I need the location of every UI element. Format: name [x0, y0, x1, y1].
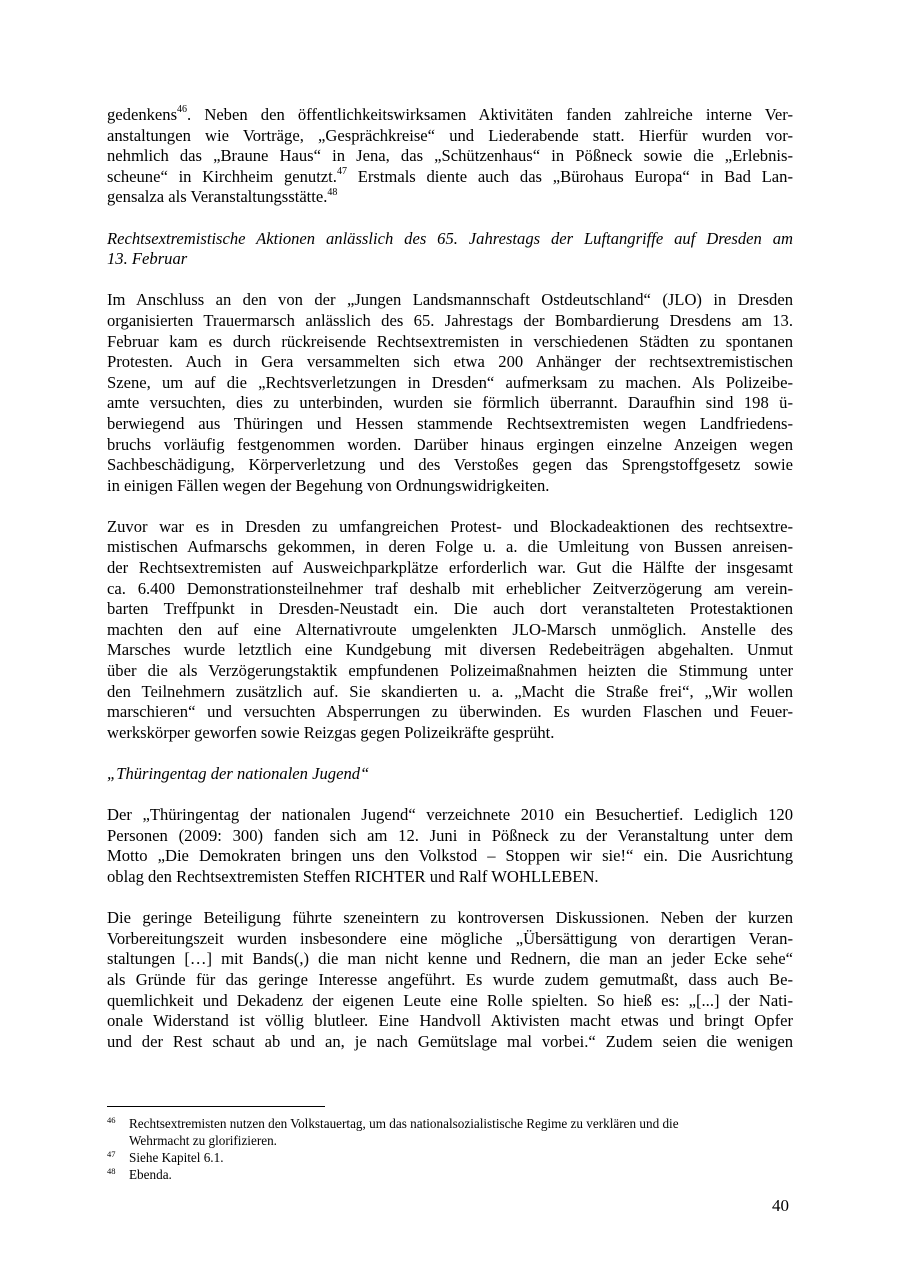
text-line: Szene, um auf die „Rechtsverletzungen in Dresden“ aufmerksam zu machen. Als Polizeibe-: [107, 372, 793, 392]
footnote-text: Wehrmacht zu glorifizieren.: [129, 1133, 277, 1148]
text-line: berwiegend aus Thüringen und Hessen stammende Rechtsextremisten wegen Landfriedens-: [107, 413, 793, 433]
page-number: 40: [772, 1196, 789, 1215]
footnote-48: [107, 1166, 793, 1183]
heading-line: „Thüringentag der nationalen Jugend“: [107, 764, 370, 783]
text-line: und der Rest schaut ab und an, je nach Gemütslage mal vorbei.“ Zudem seien die wenigen: [107, 1031, 793, 1051]
footnote-ref[interactable]: 48: [327, 186, 338, 198]
footnote-ref[interactable]: 46: [177, 104, 188, 116]
text-line: Marsches wurde letztlich eine Kundgebung mit diversen Redebeiträgen abgehalten. Unmut: [107, 640, 793, 660]
text-line: Zuvor war es in Dresden zu umfangreichen Protest- und Blockadeaktionen des rechtsextre-: [107, 516, 793, 536]
footnote-text: Siehe Kapitel 6.1.: [129, 1150, 224, 1165]
section-heading-dresden: [107, 229, 793, 270]
text-line: Im Anschluss an den von der „Jungen Landsmannschaft Ostdeutschland“ (JLO) in Dresden: [107, 290, 793, 310]
text-line: den Teilnehmern zusätzlich auf. Sie skandierten u. a. „Macht die Straße frei“, „Wir wollen: [107, 681, 793, 701]
footnote-number: 47: [107, 1149, 116, 1159]
footnote-number: 48: [107, 1166, 116, 1176]
text-line: ca. 6.400 Demonstrationsteilnehmer traf deshalb mit erheblicher Zeitverzögerung am verein-: [107, 578, 793, 598]
text-line: Vorbereitungszeit wurden insbesondere eine mögliche „Übersättigung von derartigen Veran-: [107, 928, 793, 948]
heading-line: Rechtsextremistische Aktionen anlässlich des 65. Jahrestags der Luftangriffe auf Dresden am: [107, 228, 793, 248]
text-line: barten Treffpunkt in Dresden-Neustadt ein. Die auch dort veranstalteten Protestaktionen: [107, 599, 793, 619]
paragraph-intro: [107, 105, 793, 208]
text-line: Protesten. Auch in Gera versammelten sich etwa 200 Anhänger der rechtsextremistischen: [107, 352, 793, 372]
footnote-text: Ebenda.: [129, 1167, 172, 1182]
text-line: quemlichkeit und Dekadenz der eigenen Leute eine Rolle spielten. So hieß es: „[...] der Nati-: [107, 990, 793, 1010]
text-line: scheune“ in Kirchheim genutzt.$^{47}$ Erstmals diente auch das „Bürohaus Europa“ in Bad Lan-: [107, 166, 793, 186]
footnotes: [107, 1115, 793, 1183]
text-line: Sachbeschädigung, Körperverletzung und des Verstoßes gegen das Sprengstoffgesetz sowie: [107, 455, 793, 475]
text-line: Motto „Die Demokraten bringen uns den Volkstod – Stoppen wir sie!“ ein. Die Ausrichtung: [107, 846, 793, 866]
text-line: werkskörper geworfen sowie Reizgas gegen Polizeikräfte gesprüht.: [107, 722, 555, 742]
text-line: oblag den Rechtsextremisten Steffen RICHTER und Ralf WOHLLEBEN.: [107, 866, 599, 886]
footnote-text: Rechtsextremisten nutzen den Volkstauertag, um das nationalsozialistische Regime zu verklären und die: [129, 1116, 679, 1131]
paragraph-gera: [107, 290, 793, 496]
heading-line: 13. Februar: [107, 249, 188, 269]
text-line: gedenkens$^{46}$. Neben den öffentlichkeitswirksamen Aktivitäten fanden zahlreiche interne Ver-: [107, 104, 793, 124]
text-line: machten den auf eine Alternativroute umgelenkten JLO-Marsch unmöglich. Anstelle des: [107, 619, 793, 639]
footnote-47: [107, 1149, 793, 1166]
section-heading-thueringentag: [107, 764, 793, 785]
text-line: als Gründe für das geringe Interesse angeführt. Es wurde zudem gemutmaßt, dass auch Be-: [107, 969, 793, 989]
text-line: bruchs vorläufig festgenommen worden. Darüber hinaus ergingen einzelne Anzeigen wegen: [107, 434, 793, 454]
paragraph-thueringentag: [107, 805, 793, 887]
text-line: organisierten Trauermarsch anlässlich des 65. Jahrestags der Bombardierung Dresdens am 13.: [107, 310, 793, 330]
footnote-number: 46: [107, 1115, 116, 1125]
text-line: gensalza als Veranstaltungsstätte.$^{48}$: [107, 186, 338, 207]
text-line: onale Widerstand ist völlig blutleer. Eine Handvoll Aktivisten macht etwas und bringt Opfer: [107, 1011, 793, 1031]
text-line: in einigen Fällen wegen der Begehung von Ordnungswidrigkeiten.: [107, 475, 550, 495]
text-line: Februar kam es durch rückreisende Rechtsextremisten in verschiedenen Städten zu spontanen: [107, 331, 793, 351]
paragraph-dresden-blockade: [107, 517, 793, 744]
text-line: Personen (2009: 300) fanden sich am 12. Juni in Pößneck zu der Veranstaltung unter dem: [107, 825, 793, 845]
footnote-divider: [107, 1106, 325, 1107]
footnote-ref[interactable]: 47: [336, 166, 347, 178]
text-line: nehmlich das „Braune Haus“ in Jena, das „Schützenhaus“ in Pößneck sowie die „Erlebnis-: [107, 146, 793, 166]
text-line: Der „Thüringentag der nationalen Jugend“ verzeichnete 2010 ein Besuchertief. Lediglich 120: [107, 805, 793, 825]
text-line: Die geringe Beteiligung führte szeneintern zu kontroversen Diskussionen. Neben der kurzen: [107, 908, 793, 928]
text-line: über die als Verzögerungstaktik empfundenen Polizeimaßnahmen heizten die Stimmung unter: [107, 661, 793, 681]
text-line: anstaltungen wie Vorträge, „Gesprächkreise“ und Liederabende statt. Hierfür wurden vor-: [107, 125, 793, 145]
text-line: marschieren“ und versuchten Absperrungen zu überwinden. Es wurden Flaschen und Feuer-: [107, 702, 793, 722]
paragraph-beteiligung: [107, 908, 793, 1052]
footnote-46: [107, 1115, 793, 1149]
page-body: [107, 105, 793, 1052]
text-line: der Rechtsextremisten auf Ausweichparkplätze erforderlich war. Gut die Hälfte der insgesamt: [107, 558, 793, 578]
text-line: amte versuchten, dies zu unterbinden, wurden sie förmlich überrannt. Daraufhin sind 198 ü-: [107, 393, 793, 413]
text-line: staltungen […] mit Bands(,) die man nicht kenne und Rednern, die man an jeder Ecke sehe“: [107, 949, 793, 969]
text-line: mistischen Aufmarschs gekommen, in deren Folge u. a. die Umleitung von Bussen anreisen-: [107, 537, 793, 557]
